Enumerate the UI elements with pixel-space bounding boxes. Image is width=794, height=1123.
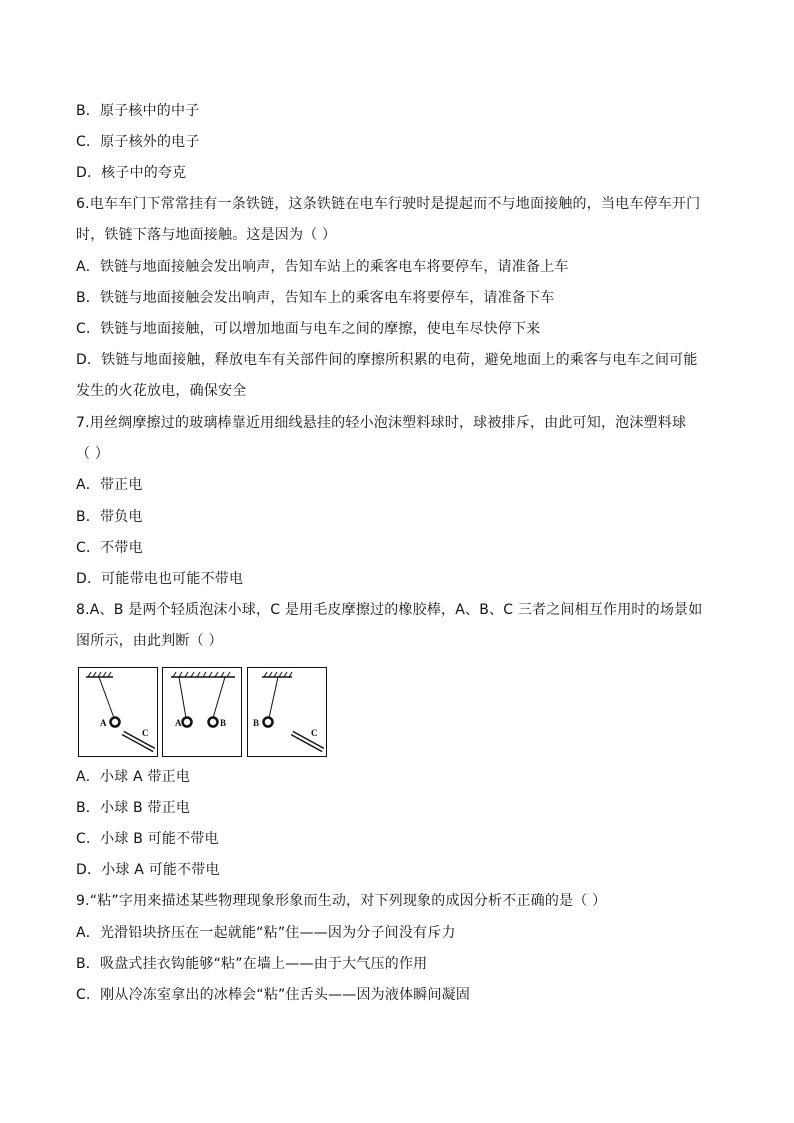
panel-2-drawing [163,668,243,758]
q8-option-b: B．小球 B 带正电 [76,800,191,816]
rod-c-label: C [311,728,318,738]
ball-b [209,718,218,727]
figure-panel-1 [78,667,158,757]
q5-option-d: D．核子中的夸克 [76,165,187,181]
q9-option-c: C．刚从冷冻室拿出的冰棒会“粘”住舌头——因为液体瞬间凝固 [76,987,471,1003]
q6-option-b: B．铁链与地面接触会发出响声，告知车上的乘客电车将要停车，请准备下车 [76,290,555,306]
ball-b [264,718,273,727]
ball-b-label: B [253,718,260,728]
ball-a [111,718,120,727]
rod-c-label: C [142,728,149,738]
q7-stem-line2: （ ） [76,446,110,462]
q7-stem-line1: 7.用丝绸摩擦过的玻璃棒靠近用细线悬挂的轻小泡沫塑料球时，球被排斥，由此可知，泡沫塑料球 [76,415,687,431]
q8-figure [78,667,332,759]
panel-3-drawing [248,668,328,758]
ball-a-label: A [100,718,107,728]
q6-stem-line2: 时，铁链下落与地面接触。这是因为（ ） [76,227,337,243]
ball-a-label: A [175,718,182,728]
q7-option-c: C．不带电 [76,540,143,556]
figure-panel-2 [162,667,242,757]
q6-option-a: A．铁链与地面接触会发出响声，告知车站上的乘客电车将要停车，请准备上车 [76,259,569,275]
q9-option-a: A．光滑铅块挤压在一起就能“粘”住——因为分子间没有斥力 [76,925,456,941]
q6-option-c: C．铁链与地面接触，可以增加地面与电车之间的摩擦，使电车尽快停下来 [76,321,541,337]
q7-option-d: D．可能带电也可能不带电 [76,571,244,587]
q6-stem-line1: 6.电车车门下常常挂有一条铁链，这条铁链在电车行驶时是提起而不与地面接触的，当电车停车开门 [76,196,701,212]
ball-a [183,718,192,727]
q8-option-c: C．小球 B 可能不带电 [76,831,219,847]
q7-option-b: B．带负电 [76,509,143,525]
q5-option-c: C．原子核外的电子 [76,134,200,150]
ball-b-label: B [220,718,227,728]
q7-option-a: A．带正电 [76,477,143,493]
q8-stem-line2: 图所示，由此判断（ ） [76,633,223,649]
panel-1-drawing [79,668,159,758]
q9-option-b: B．吸盘式挂衣钩能够“粘”在墙上——由于大气压的作用 [76,956,428,972]
q6-option-d-line2: 发生的火花放电，确保安全 [76,383,247,399]
q9-stem: 9.“粘”字用来描述某些物理现象形象而生动，对下列现象的成因分析不正确的是（ ） [76,893,607,909]
q8-option-d: D．小球 A 可能不带电 [76,862,220,878]
q6-option-d-line1: D．铁链与地面接触，释放电车有关部件间的摩擦所积累的电荷，避免地面上的乘客与电车之间可能 [76,352,698,368]
figure-panel-3 [247,667,327,757]
q8-option-a: A．小球 A 带正电 [76,769,191,785]
q5-option-b: B．原子核中的中子 [76,103,200,119]
q8-stem-line1: 8.A、B 是两个轻质泡沫小球，C 是用毛皮摩擦过的橡胶棒，A、B、C 三者之间相互作用时的场景如 [76,602,703,618]
